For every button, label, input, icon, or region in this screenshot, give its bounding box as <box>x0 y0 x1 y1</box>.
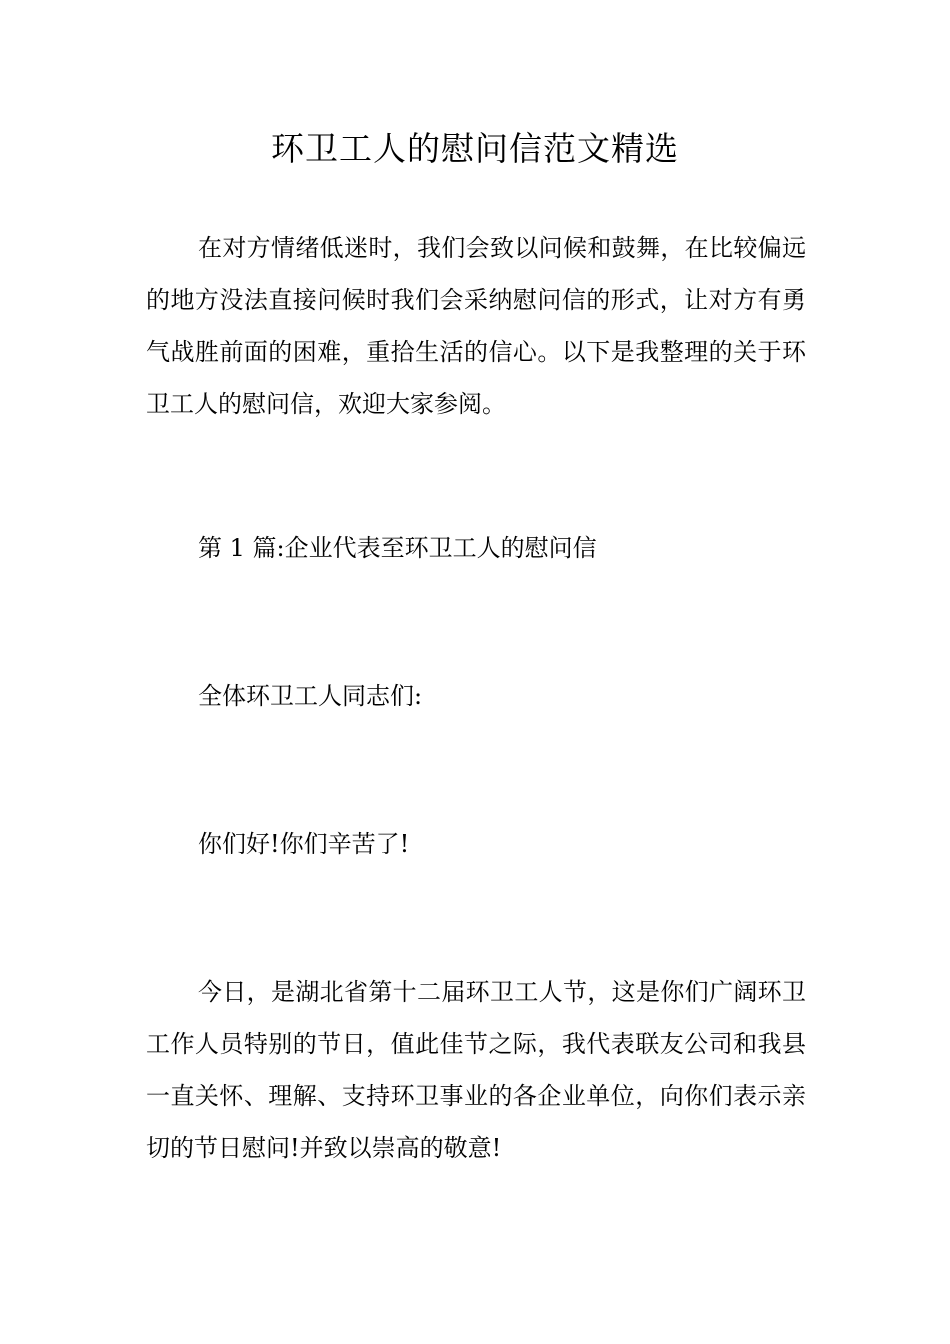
greeting-paragraph: 你们好!你们辛苦了! <box>198 830 410 858</box>
salutation-paragraph: 全体环卫工人同志们: <box>198 682 423 710</box>
document-title: 环卫工人的慰问信范文精选 <box>271 129 679 168</box>
body-paragraph: 今日，是湖北省第十二届环卫工人节，这是你们广阔环卫工作人员特别的节日，值此佳节之际，我代表联友公司和我县一直关怀、理解、支持环卫事业的各企业单位，向你们表示亲切的节日慰问!并致以崇高的敬意! <box>146 978 806 1162</box>
intro-paragraph: 在对方情绪低迷时，我们会致以问候和鼓舞，在比较偏远的地方没法直接问候时我们会采纳慰问信的形式，让对方有勇气战胜前面的困难，重拾生活的信心。以下是我整理的关于环卫工人的慰问信，欢迎大家参阅。 <box>146 234 806 418</box>
section-heading: 第 1 篇:企业代表至环卫工人的慰问信 <box>198 534 597 562</box>
